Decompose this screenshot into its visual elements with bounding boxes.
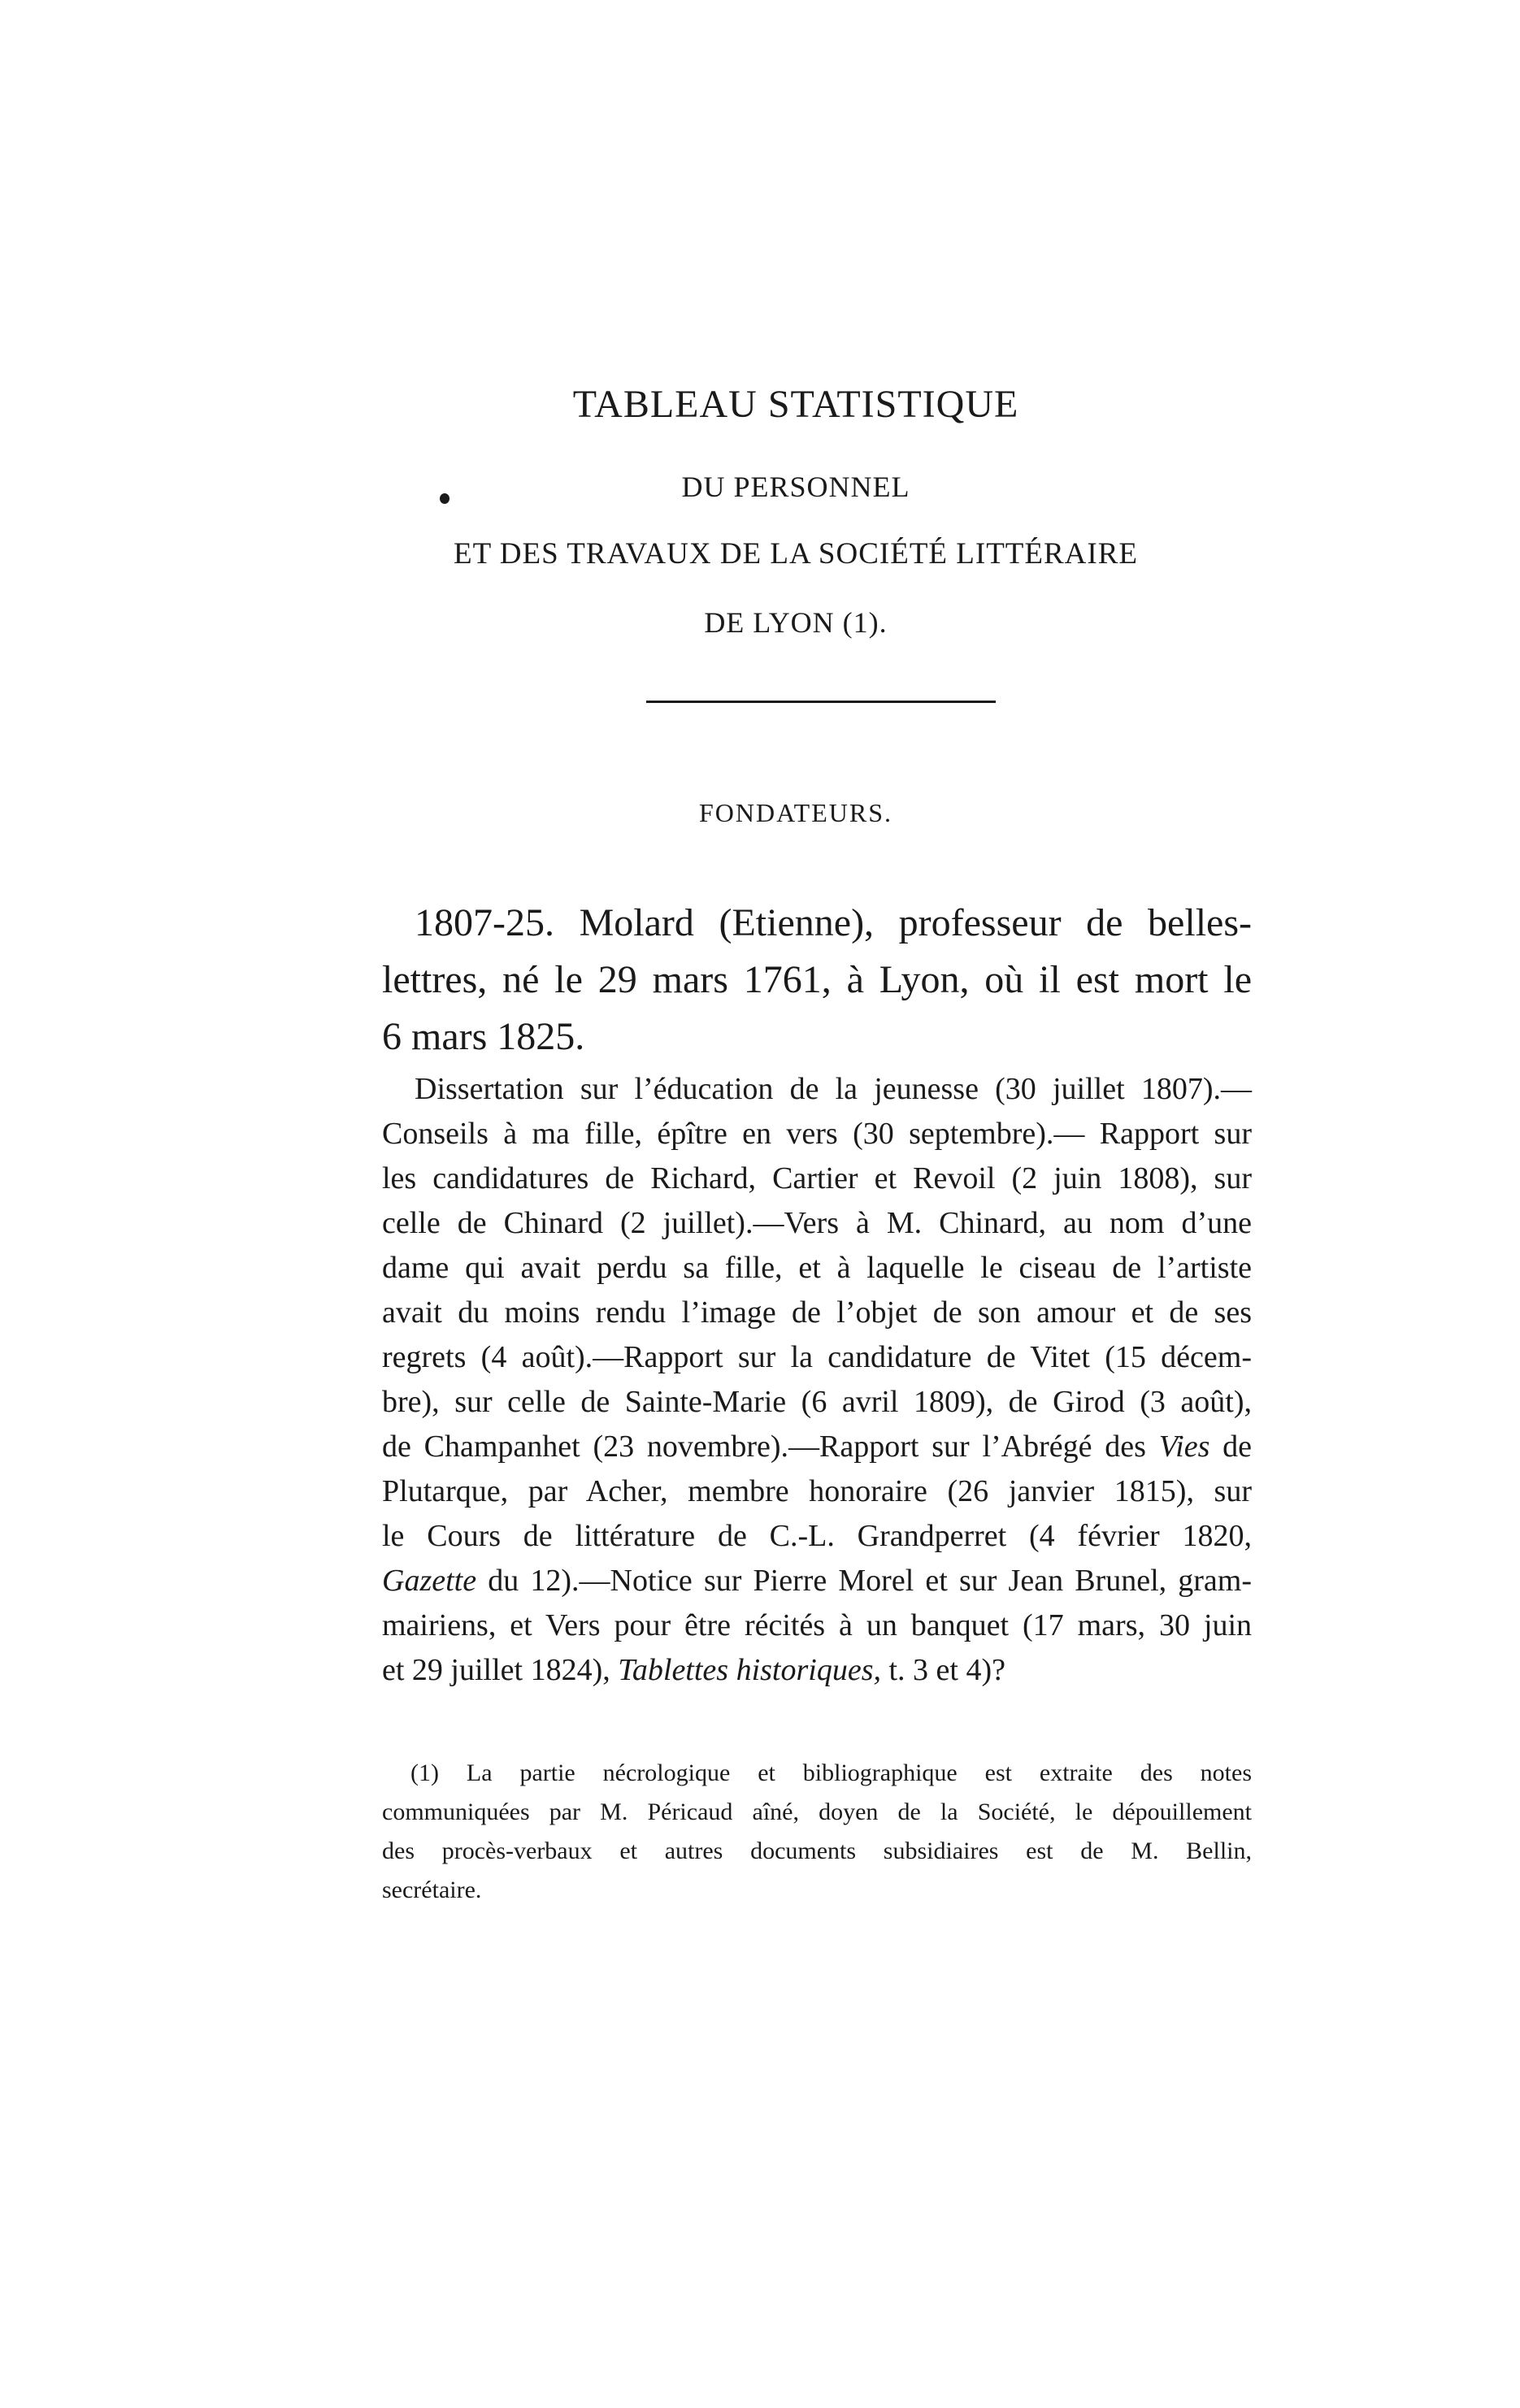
works-line: regrets (4 août).—Rapport sur la candidature de Vitet (15 décem- <box>382 1340 1252 1374</box>
works-line: Conseils à ma fille, épître en vers (30 septembre).— Rapport sur <box>382 1117 1252 1151</box>
footnote-line: communiquées par M. Péricaud aîné, doyen de la Société, le dépouillement <box>382 1798 1252 1825</box>
subtitle-line-2: ET DES TRAVAUX DE LA SOCIÉTÉ LITTÉRAIRE <box>453 537 1139 571</box>
works-italic: Gazette <box>382 1564 477 1598</box>
works-line: avait du moins rendu l’image de l’objet de son amour et de ses <box>382 1295 1252 1330</box>
works-italic: Tablettes historiques, <box>618 1653 881 1687</box>
entry-line: 6 mars 1825. <box>382 1015 585 1058</box>
works-line: Plutarque, par Acher, membre honoraire (26 janvier 1815), sur <box>382 1474 1252 1508</box>
works-italic: Vies <box>1158 1430 1210 1464</box>
works-text: du 12).—Notice sur Pierre Morel et sur Jean Brunel, gram- <box>488 1564 1252 1598</box>
works-line: celle de Chinard (2 juillet).—Vers à M. Chinard, au nom d’une <box>382 1206 1252 1240</box>
footnote-line: (1) La partie nécrologique et bibliographique est extraite des notes <box>410 1759 1252 1786</box>
subtitle-line-3: DE LYON (1). <box>704 606 888 639</box>
section-heading: FONDATEURS. <box>698 798 893 827</box>
works-text: de <box>1223 1430 1253 1464</box>
subtitle-line-1: DU PERSONNEL <box>681 471 910 503</box>
works-line: les candidatures de Richard, Cartier et Revoil (2 juin 1808), sur <box>382 1161 1252 1195</box>
works-text: t. 3 et 4)? <box>888 1653 1005 1687</box>
footnote-line: secrétaire. <box>382 1877 482 1903</box>
works-line <box>382 1563 1252 1599</box>
works-line: dame qui avait perdu sa fille, et à laquelle le ciseau de l’artiste <box>382 1251 1252 1285</box>
works-line: Dissertation sur l’éducation de la jeunesse (30 juillet 1807).— <box>415 1072 1252 1106</box>
entry-line: 1807-25. Molard (Etienne), professeur de belles- <box>415 901 1252 944</box>
works-line: bre), sur celle de Sainte-Marie (6 avril 1809), de Girod (3 août), <box>382 1385 1252 1419</box>
title-divider <box>646 701 996 703</box>
entry-line: lettres, né le 29 mars 1761, à Lyon, où il est mort le <box>382 958 1252 1001</box>
works-line: mairiens, et Vers pour être récités à un banquet (17 mars, 30 juin <box>382 1608 1252 1642</box>
works-text: et 29 juillet 1824), <box>382 1653 610 1687</box>
works-text: de Champanhet (23 novembre).—Rapport sur l’Abrégé des <box>382 1430 1146 1464</box>
works-line: le Cours de littérature de C.-L. Grandperret (4 février 1820, <box>382 1519 1252 1553</box>
footnote-line: des procès-verbaux et autres documents subsidiaires est de M. Bellin, <box>382 1837 1252 1864</box>
works-line <box>382 1429 1252 1464</box>
page-title: TABLEAU STATISTIQUE <box>572 383 1019 426</box>
works-line <box>382 1652 1252 1688</box>
